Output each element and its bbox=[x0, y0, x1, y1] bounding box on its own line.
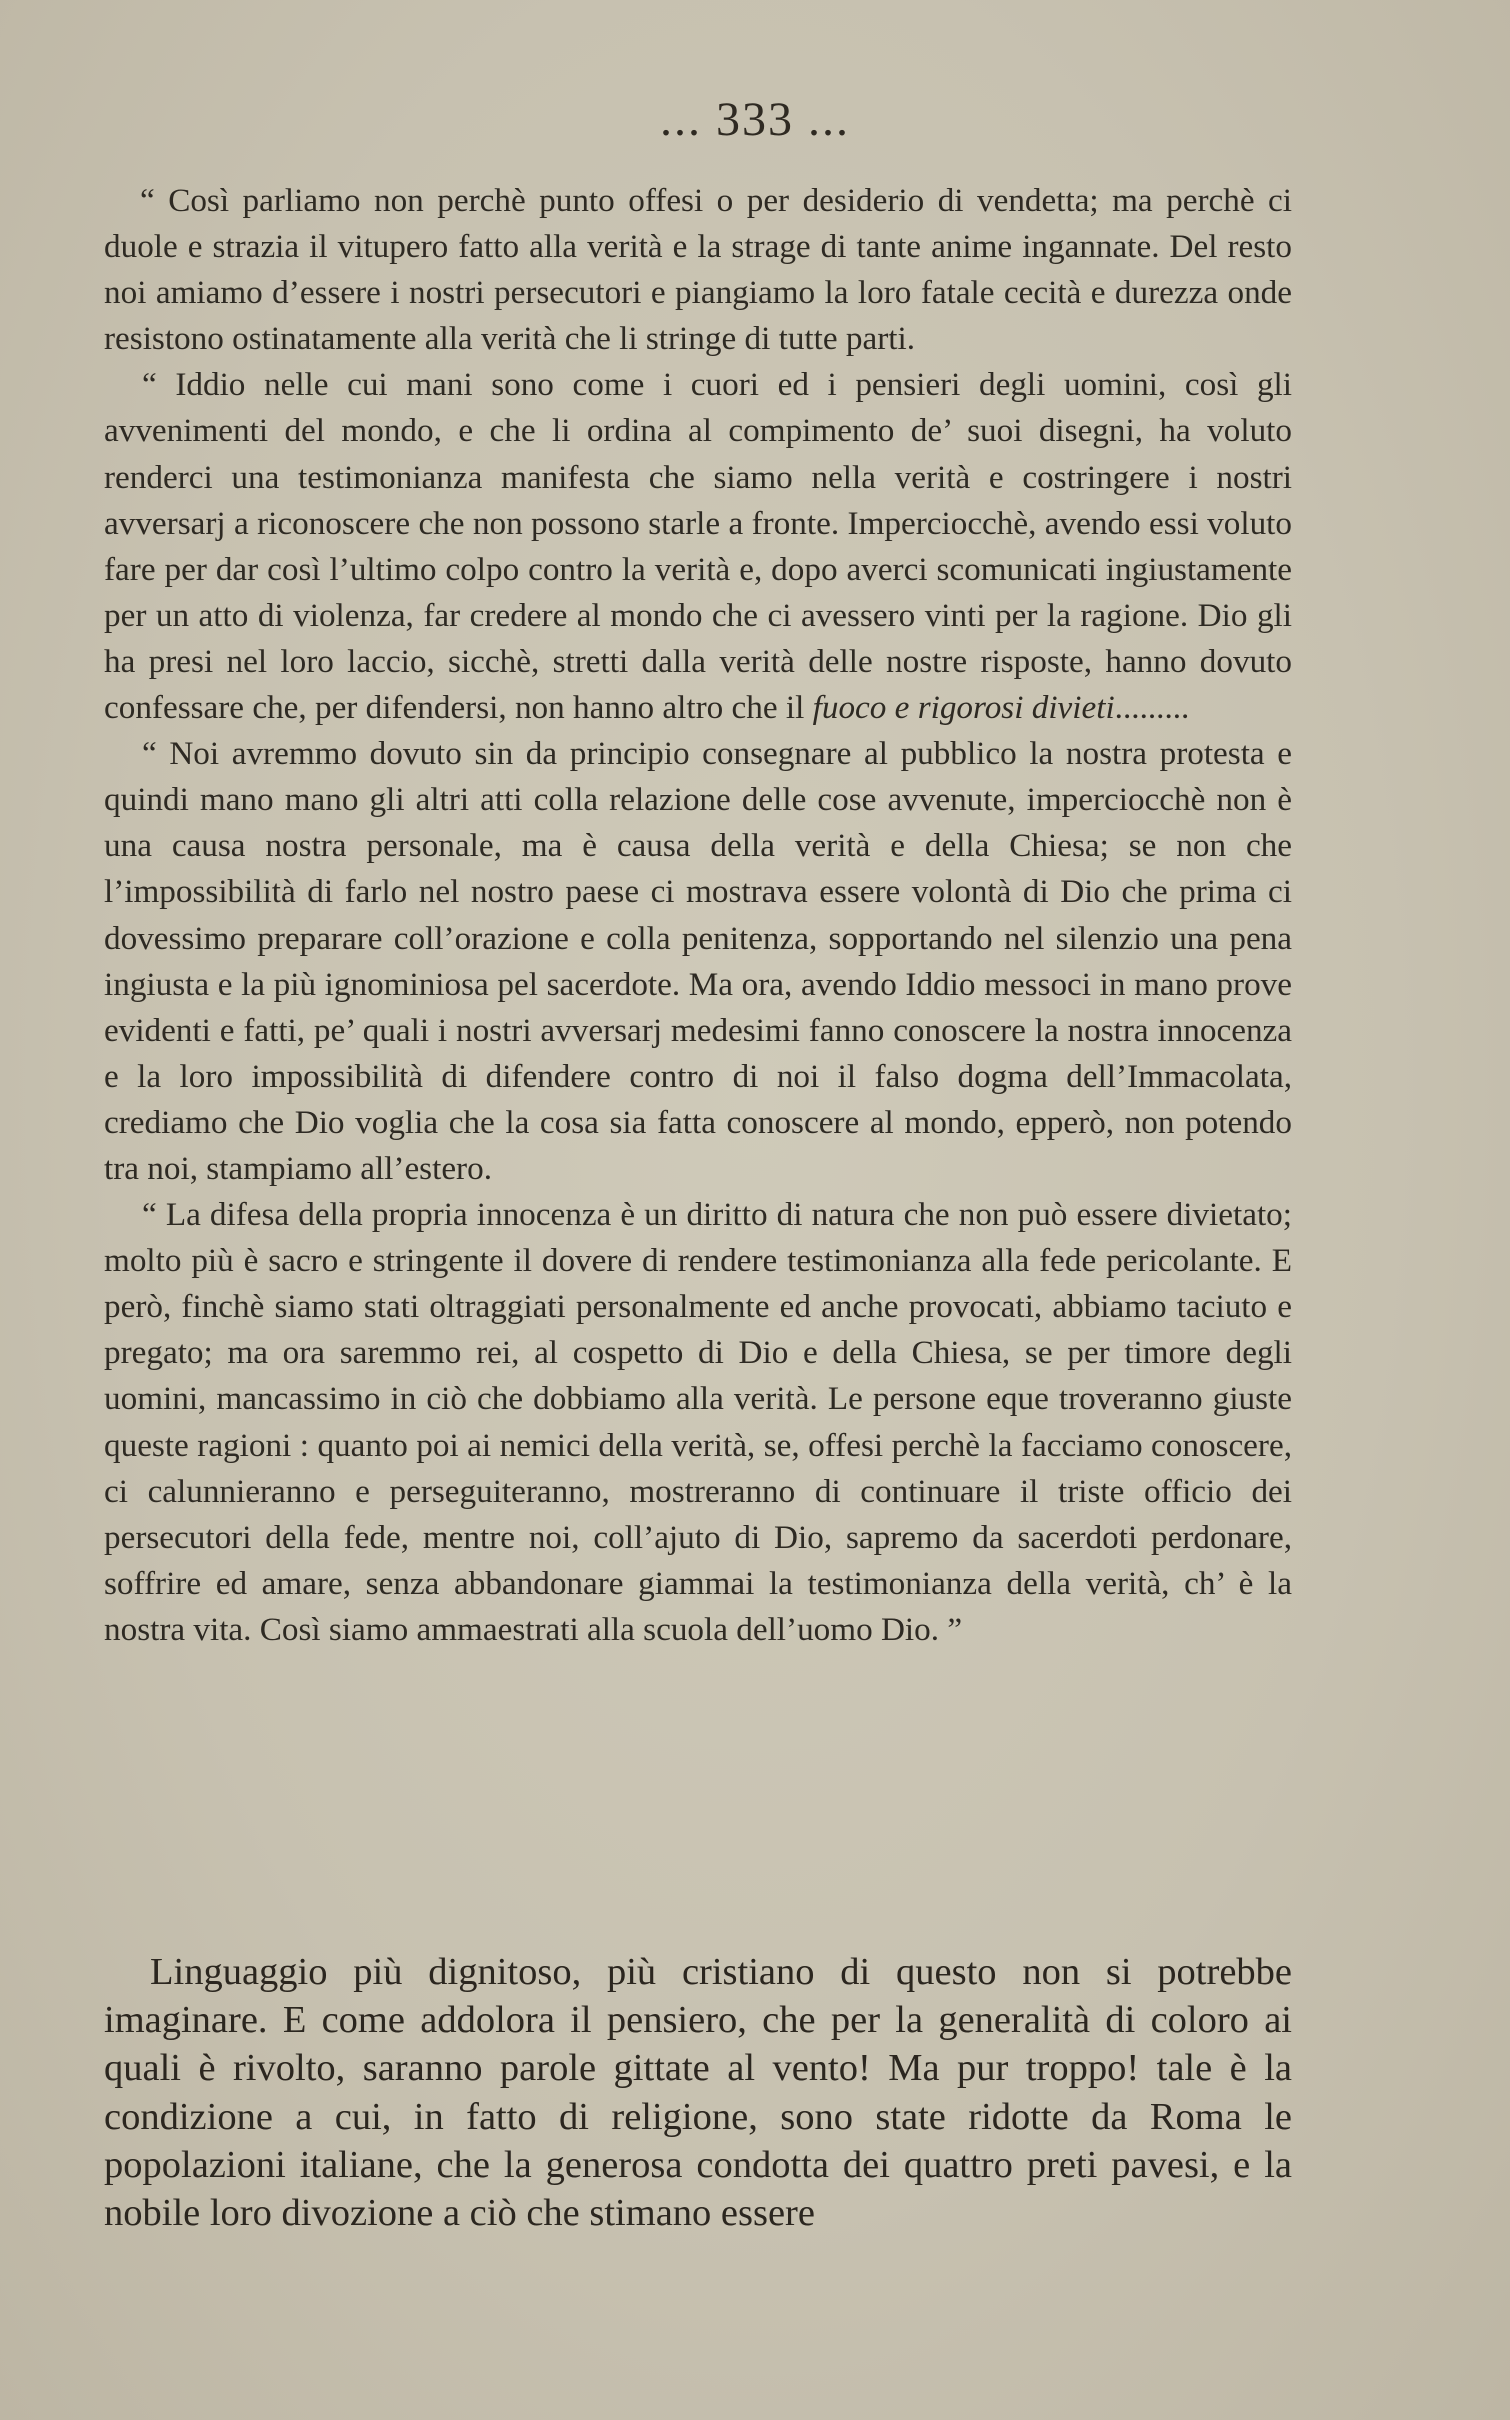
quote-paragraph-3: “ Noi avremmo dovuto sin da principio consegnare al pubblico la nostra protesta e quindi mano mano gli altri atti colla relazione delle cose avvenute, imperciocchè non è una causa nostra personale, ma è causa della verità e della Chiesa; se non che l’impossibilità di farlo nel nostro paese ci mostrava essere volontà di Dio che prima ci dovessimo preparare coll’orazione e colla penitenza, sopportando nel silenzio una pena ingiusta e la più ignominiosa pel sacerdote. Ma ora, avendo Iddio messoci in mano prove evidenti e fatti, pe’ quali i nostri avversarj medesimi fanno conoscere la nostra innocenza e la loro impossibilità di difendere contro di noi il falso dogma dell’Immacolata, crediamo che Dio voglia che la cosa sia fatta conoscere al mondo, epperò, non potendo tra noi, stampiamo all’estero. bbox=[104, 735, 1292, 1187]
quote-paragraph-1: “ Così parliamo non perchè punto offesi o per desiderio di vendetta; ma perchè ci duole e strazia il vitupero fatto alla verità e la strage di tante anime ingannate. Del resto noi amiamo d’essere i nostri persecutori e piangiamo la loro fatale cecità e durezza onde resistono ostinatamente alla verità che li stringe di tutte parti. bbox=[104, 182, 1292, 358]
body-paragraph: Linguaggio più dignitoso, più cristiano di questo non si potrebbe imaginare. E come addolora il pensiero, che per la generalità di coloro ai quali è rivolto, saranno parole gittate al vento! Ma pur troppo! tale è la condizione a cui, in fatto di religione, sono state ridotte da Roma le popolazioni italiane, che la generosa condotta dei quattro preti pavesi, e la nobile loro divozione a ciò che stimano essere bbox=[104, 1951, 1292, 2235]
quote-paragraph-4: “ La difesa della propria innocenza è un diritto di natura che non può essere divietato; molto più è sacro e stringente il dovere di rendere testimonianza alla fede pericolante. E però, finchè siamo stati oltraggiati personalmente ed anche provocati, abbiamo taciuto e pregato; ma ora saremmo rei, al cospetto di Dio e della Chiesa, se per timore degli uomini, mancassimo in ciò che dobbiamo alla verità. Le persone eque troveranno giuste queste ragioni : quanto poi ai nemici della verità, se, offesi perchè la facciamo conoscere, ci calunnieranno e perseguiteranno, mostreranno di continuare il triste officio dei persecutori della fede, mentre noi, coll’ajuto di Dio, sapremo da sacerdoti perdonare, soffrire ed amare, senza abbandonare giammai la testimonianza della verità, ch’ è la nostra vita. Così siamo ammaestrati alla scuola dell’uomo Dio. ” bbox=[104, 1196, 1292, 1648]
italic-phrase: fuoco e rigorosi divieti bbox=[812, 689, 1115, 727]
ellipsis: ......... bbox=[1114, 689, 1190, 727]
quote-paragraph-2-text: “ Iddio nelle cui mani sono come i cuori ed i pensieri degli uomini, così gli avvenimenti del mondo, e che li ordina al compimento de’ suoi disegni, ha voluto renderci una testimonianza manifesta che siamo nella verità e costringere i nostri avversarj a riconoscere che non possono starle a fronte. Imperciocchè, avendo essi voluto fare per dar così l’ultimo colpo contro la verità e, dopo averci scomunicati ingiustamente per un atto di violenza, far credere al mondo che ci avessero vinti per la ragione. Dio gli ha presi nel loro laccio, sicchè, stretti dalla verità delle nostre risposte, hanno dovuto confessare che, per difendersi, non hanno altro che il bbox=[104, 366, 1292, 727]
main-text bbox=[104, 1948, 1292, 2237]
quoted-letter bbox=[104, 178, 1292, 1653]
quote-paragraph-2 bbox=[104, 362, 1292, 731]
page-number: ... 333 ... bbox=[660, 93, 850, 146]
